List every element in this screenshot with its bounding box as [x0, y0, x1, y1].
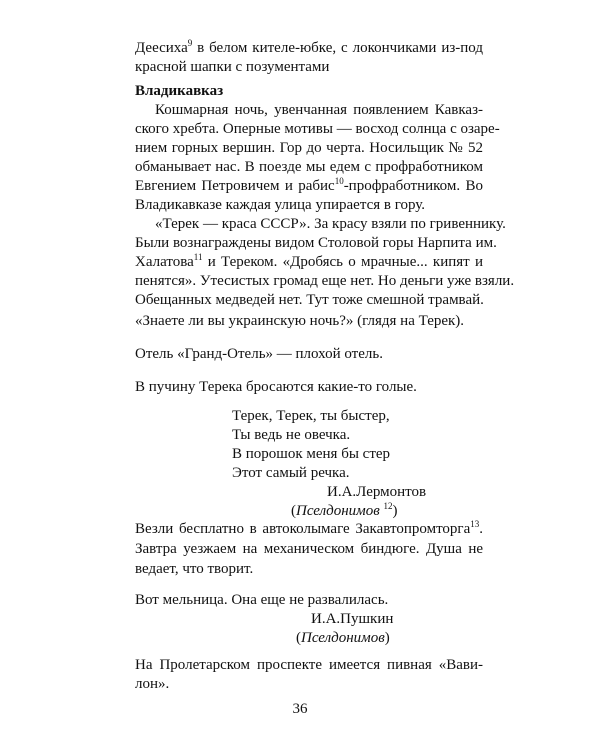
- mill-author: И.А.Пушкин: [311, 611, 394, 627]
- footnote-ref-9: 9: [187, 38, 193, 48]
- para1-line-1: Кошмарная ночь, увенчанная появлением Кавказ-: [155, 102, 483, 118]
- para7: Вот мельница. Она еще не развалилась.: [135, 592, 389, 608]
- intro-line-1: Деесиха$^9$ в белом кителе-юбке, с локончиками из-под: [135, 38, 483, 56]
- footnote-ref-12: 12: [383, 501, 393, 511]
- footnote-ref-13: 13: [470, 519, 480, 529]
- poem-line-2: Ты ведь не овечка.: [232, 427, 351, 443]
- page-number: 36: [292, 701, 308, 717]
- poem-line-4: Этот самый речка.: [232, 465, 350, 481]
- para1-line-2: ского хребта. Оперные мотивы — восход солнца с озаре-: [135, 121, 500, 137]
- para3: «Знаете ли вы украинскую ночь?» (глядя на Терек).: [135, 313, 465, 329]
- poem-line-3: В порошок меня бы стер: [232, 446, 391, 462]
- intro-line-2: красной шапки с позументами: [135, 59, 330, 75]
- para2-line-5: Обещанных медведей нет. Тут тоже смешной трамвай.: [135, 292, 484, 308]
- poem-author: И.А.Лермонтов: [327, 484, 427, 500]
- section-heading: Владикавказ: [135, 83, 224, 99]
- para4: Отель «Гранд-Отель» — плохой отель.: [135, 346, 383, 362]
- para1-line-5: Евгением Петровичем и рабис$^{10}$-профработником. Во: [135, 176, 483, 194]
- mill-source: (Пселдонимов): [296, 630, 390, 646]
- para6-line-1: Везли бесплатно в автоколымаге Закавтопромторга$^{13}$.: [135, 519, 483, 537]
- poem-line-1: Терек, Терек, ты быстер,: [232, 408, 390, 424]
- para8-line-2: лон».: [135, 676, 170, 692]
- footnote-ref-11: 11: [193, 252, 203, 262]
- para1-line-3: нием горных вершин. Гор до черта. Носильщик № 52: [135, 140, 483, 156]
- para6-line-3: ведает, что творит.: [135, 561, 254, 577]
- para6-line-2: Завтра уезжаем на механическом биндюге. Душа не: [135, 541, 483, 557]
- para1-line-6: Владикавказе каждая улица упирается в гору.: [135, 197, 426, 213]
- para5: В пучину Терека бросаются какие-то голые.: [135, 379, 417, 395]
- para1-line-4: обманывает нас. В поезде мы едем с профработником: [135, 159, 483, 175]
- para2-line-1: «Терек — краса СССР». За красу взяли по гривеннику.: [155, 216, 506, 232]
- para2-line-3: Халатова$^{11}$ и Тереком. «Дробясь о мрачные... кипят и: [135, 252, 483, 270]
- para2-line-2: Были вознаграждены видом Столовой горы Нарпита им.: [135, 235, 497, 251]
- para8-line-1: На Пролетарском проспекте имеется пивная «Вави-: [135, 657, 483, 673]
- para2-line-4: пенятся». Утесистых громад еще нет. Но деньги уже взяли.: [135, 273, 515, 289]
- poem-source: (Пселдонимов $^{12}$): [291, 501, 398, 519]
- footnote-ref-10: 10: [334, 176, 344, 186]
